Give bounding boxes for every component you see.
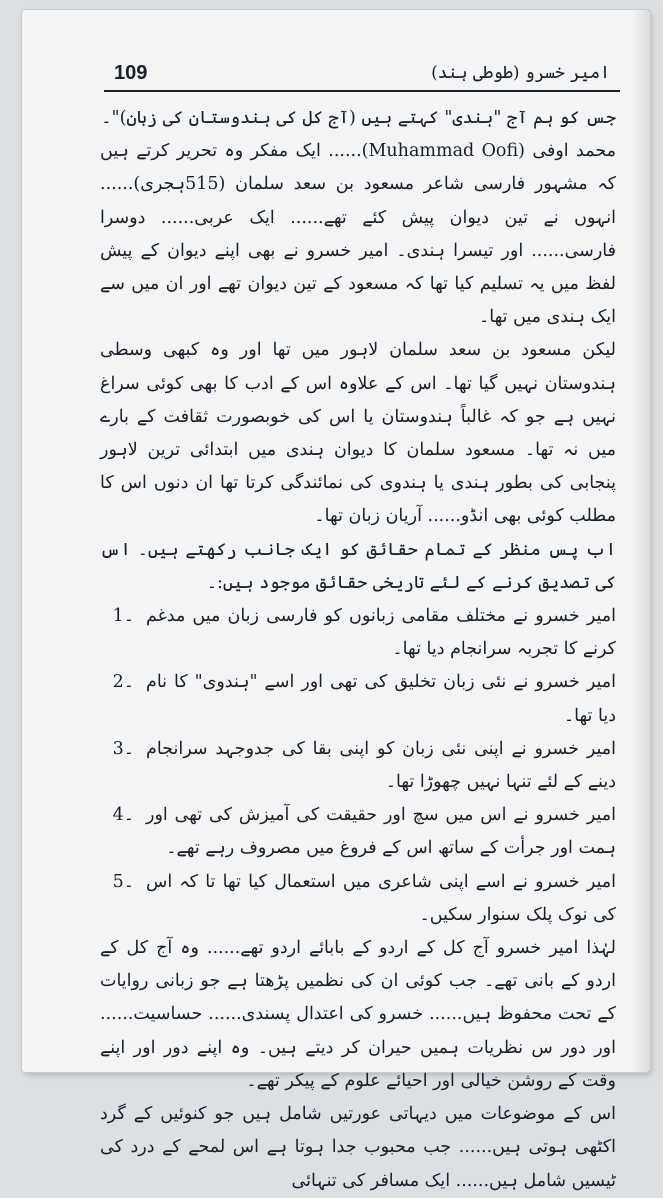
paragraph-themes: اس کے موضوعات میں دیہاتی عورتیں شامل ہیں جو کنوئیں کے گرد اکٹھی ہوتی ہیں...... جب محبوب جدا ہوتا ہے اس لمحے کے درد کی ٹیسیں شامل ہیں...... ایک مسافر کی تنہائی xyxy=(100,1104,616,1191)
paragraph-masood: لیکن مسعود بن سعد سلمان لاہور میں تھا اور وہ کبھی وسطی ہندوستان نہیں گیا تھا۔ اس کے علاوہ اس کے ادب کا بھی کوئی سراغ نہیں ہے جو کہ غالباً ہندوستان یا اس کی خوبصورت ثقافت کے بارے میں نہ تھا۔ مسعود سلمان کا دیوان ہندی میں ابتدائی ترین لاہور پنجابی کی بطور ہندی یا ہندوی کی نمائندگی کرتا تھا ان دنوں اس کا مطلب کوئی بھی انڈو...... آریان زبان تھا۔ xyxy=(100,340,616,527)
list-number: 5۔ xyxy=(112,871,134,892)
running-title: امیر خسرو (طوطی ہند) xyxy=(431,63,610,83)
page-number: 109 xyxy=(114,62,148,84)
book-page xyxy=(22,10,650,1191)
paragraph-oofi: محمد اوفی (Muhammad Oofi)...... ایک مفکر وہ تحریر کرتے ہیں کہ مشہور فارسی شاعر مسعود بن سعد سلمان (515ہجری)...... انہوں نے تین دیوان پیش کئے تھے...... ایک عربی...... دوسرا فارسی...... اور تیسرا ہندی۔ امیر خسرو نے بھی اپنے دیوان کے پیش لفظ میں یہ تسلیم کیا تھا کہ مسعود کے تین دیوان تھے اور ان میں سے ایک ہندی میں تھا۔ xyxy=(100,141,616,328)
header-rule xyxy=(104,90,620,92)
paragraph-conclusion: لہٰذا امیر خسرو آج کل کے اردو کے بابائے اردو تھے...... وہ آج کل کے اردو کے بانی تھے۔ جب کوئی ان کی نظمیں پڑھتا ہے جو زبانی روایات کے تحت محفوظ ہیں...... خسرو کی اعتدال پسندی...... حساسیت...... اور دور س نظریات ہمیں حیران کر دیتے ہیں۔ وہ اپنے دور اور اپنے وقت کے روشن خیالی اور احیائے علوم کے پیکر تھے۔ xyxy=(100,938,616,1091)
list-number: 3۔ xyxy=(112,738,134,759)
paragraph-quote: جس کو ہم آج "ہندی" کہتے ہیں (آج کل کی ہندوستان کی زبان)"۔ xyxy=(101,108,616,128)
list-text: امیر خسرو نے اپنی نئی زبان کو اپنی بقا کی جدوجہد سرانجام دینے کے لئے تنہا نہیں چھوڑا تھا۔ xyxy=(146,738,616,793)
list-item xyxy=(100,600,616,666)
list-item xyxy=(100,733,616,799)
list-number: 2۔ xyxy=(112,672,134,693)
list-number: 1۔ xyxy=(112,606,134,627)
list-item xyxy=(100,799,616,865)
list-item xyxy=(100,866,616,932)
page-edge-shadow xyxy=(632,10,650,1072)
list-text: امیر خسرو نے اسے اپنی شاعری میں استعمال کیا تھا تا کہ اس کی نوک پلک سنوار سکیں۔ xyxy=(146,871,616,925)
facts-list xyxy=(100,600,616,932)
list-text: امیر خسرو نے نئی زبان تخلیق کی تھی اور اسے "ہندوی" کا نام دیا تھا۔ xyxy=(146,672,616,726)
list-number: 4۔ xyxy=(112,805,134,826)
list-text: امیر خسرو نے اس میں سچ اور حقیقت کی آمیزش کی تھی اور ہمت اور جرأت کے ساتھ اس کے فروغ میں مصروف رہے تھے۔ xyxy=(146,805,616,859)
body-text xyxy=(100,102,616,1198)
list-text: امیر خسرو نے مختلف مقامی زبانوں کو فارسی زبان میں مدغم کرنے کا تجربہ سرانجام دیا تھا۔ xyxy=(146,606,616,660)
list-item xyxy=(100,666,616,732)
page-header xyxy=(22,60,650,94)
paragraph-facts-intro: اب پس منظر کے تمام حقائق کو ایک جانب رکھتے ہیں۔ اس کی تصدیق کرنے کے لئے تاریخی حقائق موجود ہیں:۔ xyxy=(100,539,616,593)
